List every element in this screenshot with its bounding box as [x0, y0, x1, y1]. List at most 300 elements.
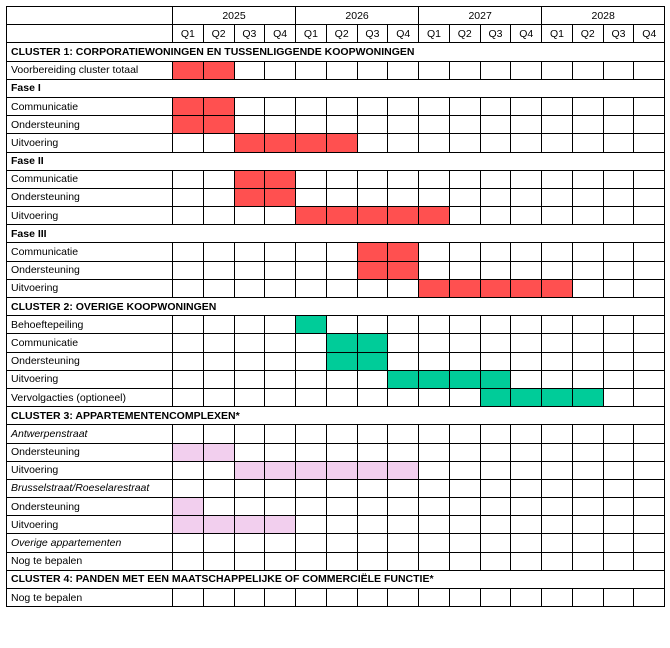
quarter-cell: [480, 516, 511, 534]
quarter-cell: [388, 334, 419, 352]
quarter-cell: [203, 188, 234, 206]
quarter-cell: [388, 498, 419, 516]
corner-cell: [7, 25, 173, 43]
quarter-cell: [203, 316, 234, 334]
quarter-cell: [511, 425, 542, 443]
quarter-cell: [572, 443, 603, 461]
quarter-cell: [357, 188, 388, 206]
quarter-cell: [388, 352, 419, 370]
quarter-cell: [419, 443, 450, 461]
quarter-cell: [542, 170, 573, 188]
gantt-bar-cell: [388, 207, 419, 225]
quarter-cell: [265, 116, 296, 134]
quarter-cell: [449, 498, 480, 516]
quarter-cell: [542, 443, 573, 461]
quarter-cell: [542, 425, 573, 443]
quarter-cell: [419, 97, 450, 115]
quarter-cell: [572, 188, 603, 206]
cluster-title: CLUSTER 2: OVERIGE KOOPWONINGEN: [7, 298, 665, 316]
quarter-cell: [572, 279, 603, 297]
quarter-cell: [634, 188, 665, 206]
quarter-cell: [326, 516, 357, 534]
planning-table: [6, 6, 665, 607]
quarter-cell: [296, 388, 327, 406]
quarter-cell: [357, 279, 388, 297]
quarter-cell: [357, 170, 388, 188]
quarter-cell: [449, 461, 480, 479]
quarter-cell: [296, 479, 327, 497]
location-row: [7, 534, 665, 552]
quarter-cell: [173, 534, 204, 552]
quarter-cell: [511, 134, 542, 152]
quarter-cell: [326, 97, 357, 115]
quarter-cell: [480, 479, 511, 497]
quarter-cell: [572, 134, 603, 152]
gantt-bar-cell: [326, 207, 357, 225]
cluster-header-row: [7, 43, 665, 61]
quarter-cell: [603, 534, 634, 552]
quarter-cell: [265, 552, 296, 570]
gantt-bar-cell: [542, 388, 573, 406]
task-label: Ondersteuning: [7, 352, 173, 370]
quarter-cell: [296, 425, 327, 443]
quarter-cell: [603, 61, 634, 79]
quarter-cell: [203, 552, 234, 570]
quarter-header: Q4: [388, 25, 419, 43]
quarter-cell: [173, 370, 204, 388]
quarter-cell: [572, 207, 603, 225]
quarter-cell: [511, 97, 542, 115]
quarter-header: Q1: [419, 25, 450, 43]
gantt-bar-cell: [357, 243, 388, 261]
gantt-bar-cell: [357, 334, 388, 352]
quarter-cell: [357, 316, 388, 334]
cluster-title: CLUSTER 1: CORPORATIEWONINGEN EN TUSSENLIGGENDE KOOPWONINGEN: [7, 43, 665, 61]
quarter-cell: [419, 498, 450, 516]
quarter-cell: [480, 134, 511, 152]
quarter-cell: [603, 261, 634, 279]
quarter-cell: [296, 552, 327, 570]
quarter-cell: [388, 170, 419, 188]
quarter-cell: [419, 589, 450, 607]
quarter-cell: [326, 316, 357, 334]
quarter-cell: [419, 116, 450, 134]
quarter-cell: [634, 370, 665, 388]
quarter-cell: [572, 516, 603, 534]
quarter-cell: [173, 243, 204, 261]
gantt-bar-cell: [388, 261, 419, 279]
quarter-cell: [542, 534, 573, 552]
quarter-cell: [449, 261, 480, 279]
quarter-cell: [173, 479, 204, 497]
gantt-bar-cell: [265, 188, 296, 206]
quarter-cell: [173, 552, 204, 570]
gantt-bar-cell: [449, 279, 480, 297]
gantt-bar-cell: [173, 61, 204, 79]
quarter-cell: [419, 479, 450, 497]
quarter-cell: [265, 425, 296, 443]
quarter-cell: [634, 498, 665, 516]
quarter-cell: [634, 134, 665, 152]
quarter-cell: [572, 498, 603, 516]
planning-rows: [7, 43, 665, 607]
quarter-cell: [296, 498, 327, 516]
phase-header-row: [7, 152, 665, 170]
gantt-bar-cell: [511, 279, 542, 297]
quarter-cell: [326, 388, 357, 406]
quarter-cell: [419, 461, 450, 479]
quarter-cell: [357, 97, 388, 115]
quarter-cell: [296, 61, 327, 79]
quarter-cell: [449, 334, 480, 352]
task-row: [7, 207, 665, 225]
gantt-bar-cell: [419, 370, 450, 388]
task-row: [7, 334, 665, 352]
quarter-cell: [265, 352, 296, 370]
quarter-cell: [296, 334, 327, 352]
quarter-cell: [572, 316, 603, 334]
quarter-cell: [603, 97, 634, 115]
quarter-cell: [572, 116, 603, 134]
quarter-cell: [634, 243, 665, 261]
quarter-cell: [542, 516, 573, 534]
quarter-cell: [542, 589, 573, 607]
quarter-cell: [634, 116, 665, 134]
quarter-cell: [296, 516, 327, 534]
phase-header-row: [7, 79, 665, 97]
task-label: Uitvoering: [7, 134, 173, 152]
quarter-cell: [173, 170, 204, 188]
task-row: [7, 352, 665, 370]
quarter-cell: [357, 534, 388, 552]
quarter-cell: [203, 370, 234, 388]
quarter-cell: [542, 552, 573, 570]
quarter-cell: [296, 261, 327, 279]
quarter-cell: [173, 461, 204, 479]
quarter-cell: [449, 170, 480, 188]
quarter-cell: [511, 352, 542, 370]
quarter-cell: [357, 516, 388, 534]
quarter-header: Q4: [511, 25, 542, 43]
quarter-cell: [449, 516, 480, 534]
quarter-cell: [511, 170, 542, 188]
task-row: [7, 116, 665, 134]
quarter-cell: [603, 134, 634, 152]
quarter-cell: [388, 479, 419, 497]
task-row: [7, 279, 665, 297]
gantt-bar-cell: [449, 370, 480, 388]
quarter-cell: [296, 243, 327, 261]
quarter-cell: [296, 534, 327, 552]
quarter-cell: [511, 589, 542, 607]
gantt-bar-cell: [265, 170, 296, 188]
corner-cell: [7, 7, 173, 25]
quarter-cell: [296, 589, 327, 607]
gantt-bar-cell: [265, 134, 296, 152]
quarter-cell: [296, 188, 327, 206]
quarter-cell: [572, 243, 603, 261]
task-row: [7, 498, 665, 516]
task-row: [7, 243, 665, 261]
quarter-cell: [449, 388, 480, 406]
quarter-cell: [511, 334, 542, 352]
quarter-cell: [265, 207, 296, 225]
gantt-bar-cell: [234, 134, 265, 152]
task-row: [7, 188, 665, 206]
year-header: 2028: [542, 7, 665, 25]
gantt-bar-cell: [419, 279, 450, 297]
quarter-cell: [388, 443, 419, 461]
task-label: Communicatie: [7, 243, 173, 261]
gantt-bar-cell: [326, 461, 357, 479]
quarter-cell: [234, 97, 265, 115]
quarter-cell: [173, 425, 204, 443]
quarter-cell: [542, 479, 573, 497]
quarter-cell: [542, 116, 573, 134]
quarter-cell: [634, 388, 665, 406]
quarter-cell: [234, 388, 265, 406]
quarter-cell: [449, 188, 480, 206]
quarter-cell: [326, 589, 357, 607]
quarter-cell: [603, 461, 634, 479]
cluster-header-row: [7, 298, 665, 316]
quarter-cell: [511, 534, 542, 552]
quarter-cell: [265, 443, 296, 461]
gantt-bar-cell: [203, 61, 234, 79]
gantt-bar-cell: [388, 461, 419, 479]
quarter-cell: [234, 370, 265, 388]
quarter-cell: [419, 61, 450, 79]
quarter-cell: [388, 316, 419, 334]
quarter-cell: [511, 443, 542, 461]
quarter-cell: [265, 370, 296, 388]
task-row: [7, 589, 665, 607]
quarter-cell: [480, 589, 511, 607]
gantt-bar-cell: [357, 207, 388, 225]
quarter-cell: [572, 370, 603, 388]
task-label: Nog te bepalen: [7, 589, 173, 607]
gantt-bar-cell: [173, 443, 204, 461]
quarter-cell: [357, 370, 388, 388]
quarter-cell: [480, 534, 511, 552]
quarter-cell: [203, 279, 234, 297]
quarter-cell: [265, 589, 296, 607]
quarter-cell: [542, 316, 573, 334]
quarter-cell: [634, 479, 665, 497]
task-label: Ondersteuning: [7, 116, 173, 134]
quarter-cell: [234, 425, 265, 443]
gantt-bar-cell: [234, 516, 265, 534]
quarter-cell: [449, 479, 480, 497]
quarter-cell: [603, 388, 634, 406]
year-header: 2026: [296, 7, 419, 25]
cluster-header-row: [7, 407, 665, 425]
quarter-cell: [603, 443, 634, 461]
quarter-cell: [388, 552, 419, 570]
task-label: Uitvoering: [7, 279, 173, 297]
quarter-cell: [480, 188, 511, 206]
quarter-cell: [234, 479, 265, 497]
quarter-cell: [603, 352, 634, 370]
gantt-bar-cell: [326, 134, 357, 152]
quarter-cell: [296, 116, 327, 134]
quarter-cell: [572, 589, 603, 607]
quarter-cell: [419, 334, 450, 352]
gantt-bar-cell: [511, 388, 542, 406]
gantt-bar-cell: [296, 134, 327, 152]
quarter-cell: [234, 261, 265, 279]
quarter-cell: [203, 498, 234, 516]
quarter-cell: [634, 97, 665, 115]
year-header: 2027: [419, 7, 542, 25]
gantt-bar-cell: [203, 116, 234, 134]
quarter-cell: [572, 261, 603, 279]
quarter-header: Q3: [480, 25, 511, 43]
quarter-cell: [603, 243, 634, 261]
quarter-cell: [326, 116, 357, 134]
quarter-cell: [326, 534, 357, 552]
quarter-cell: [203, 425, 234, 443]
quarter-cell: [511, 61, 542, 79]
quarter-cell: [542, 334, 573, 352]
year-header-row: [7, 7, 665, 25]
task-row: [7, 552, 665, 570]
gantt-bar-cell: [480, 370, 511, 388]
quarter-cell: [511, 243, 542, 261]
quarter-cell: [542, 461, 573, 479]
quarter-cell: [603, 498, 634, 516]
task-label: Ondersteuning: [7, 498, 173, 516]
quarter-cell: [572, 552, 603, 570]
quarter-header: Q4: [265, 25, 296, 43]
quarter-cell: [634, 589, 665, 607]
quarter-cell: [265, 243, 296, 261]
quarter-cell: [326, 279, 357, 297]
quarter-cell: [326, 425, 357, 443]
quarter-cell: [357, 443, 388, 461]
quarter-cell: [265, 97, 296, 115]
gantt-bar-cell: [173, 97, 204, 115]
quarter-cell: [634, 534, 665, 552]
gantt-bar-cell: [265, 516, 296, 534]
quarter-cell: [449, 97, 480, 115]
quarter-cell: [572, 334, 603, 352]
quarter-cell: [203, 479, 234, 497]
quarter-cell: [357, 479, 388, 497]
quarter-cell: [542, 498, 573, 516]
quarter-cell: [388, 534, 419, 552]
quarter-cell: [480, 243, 511, 261]
task-row: [7, 370, 665, 388]
quarter-cell: [173, 134, 204, 152]
gantt-bar-cell: [234, 170, 265, 188]
quarter-cell: [572, 479, 603, 497]
quarter-cell: [296, 443, 327, 461]
quarter-cell: [511, 207, 542, 225]
quarter-cell: [419, 352, 450, 370]
quarter-cell: [480, 316, 511, 334]
quarter-cell: [388, 425, 419, 443]
quarter-cell: [511, 516, 542, 534]
task-row: [7, 516, 665, 534]
quarter-cell: [634, 261, 665, 279]
quarter-cell: [603, 279, 634, 297]
quarter-cell: [234, 316, 265, 334]
quarter-cell: [603, 552, 634, 570]
quarter-cell: [234, 243, 265, 261]
quarter-cell: [357, 552, 388, 570]
task-label: Uitvoering: [7, 516, 173, 534]
quarter-cell: [511, 498, 542, 516]
task-label: Communicatie: [7, 97, 173, 115]
quarter-cell: [419, 188, 450, 206]
task-label: Behoeftepeiling: [7, 316, 173, 334]
quarter-cell: [449, 243, 480, 261]
quarter-cell: [572, 425, 603, 443]
task-row: [7, 443, 665, 461]
quarter-cell: [296, 279, 327, 297]
quarter-cell: [265, 479, 296, 497]
phase-header-row: [7, 225, 665, 243]
quarter-cell: [265, 316, 296, 334]
quarter-cell: [449, 352, 480, 370]
quarter-cell: [542, 134, 573, 152]
quarter-cell: [388, 97, 419, 115]
quarter-cell: [542, 97, 573, 115]
quarter-cell: [234, 116, 265, 134]
quarter-cell: [511, 479, 542, 497]
quarter-cell: [419, 243, 450, 261]
quarter-cell: [234, 552, 265, 570]
quarter-cell: [542, 370, 573, 388]
quarter-cell: [203, 589, 234, 607]
quarter-cell: [203, 170, 234, 188]
quarter-cell: [419, 316, 450, 334]
task-row: [7, 388, 665, 406]
gantt-bar-cell: [357, 352, 388, 370]
quarter-cell: [480, 443, 511, 461]
task-row: [7, 134, 665, 152]
task-row: [7, 97, 665, 115]
quarter-cell: [480, 498, 511, 516]
quarter-cell: [173, 352, 204, 370]
quarter-cell: [449, 116, 480, 134]
quarter-cell: [480, 116, 511, 134]
quarter-cell: [511, 461, 542, 479]
quarter-header: Q1: [173, 25, 204, 43]
task-label: Communicatie: [7, 170, 173, 188]
quarter-cell: [511, 316, 542, 334]
quarter-cell: [265, 61, 296, 79]
quarter-cell: [603, 479, 634, 497]
task-row: [7, 170, 665, 188]
quarter-cell: [265, 388, 296, 406]
quarter-cell: [203, 534, 234, 552]
quarter-cell: [234, 279, 265, 297]
quarter-cell: [203, 461, 234, 479]
quarter-cell: [634, 279, 665, 297]
quarter-cell: [634, 352, 665, 370]
gantt-bar-cell: [572, 388, 603, 406]
quarter-cell: [542, 352, 573, 370]
quarter-header: Q2: [449, 25, 480, 43]
gantt-bar-cell: [480, 388, 511, 406]
quarter-cell: [572, 534, 603, 552]
quarter-cell: [173, 279, 204, 297]
gantt-bar-cell: [173, 116, 204, 134]
quarter-cell: [572, 461, 603, 479]
quarter-header: Q1: [542, 25, 573, 43]
